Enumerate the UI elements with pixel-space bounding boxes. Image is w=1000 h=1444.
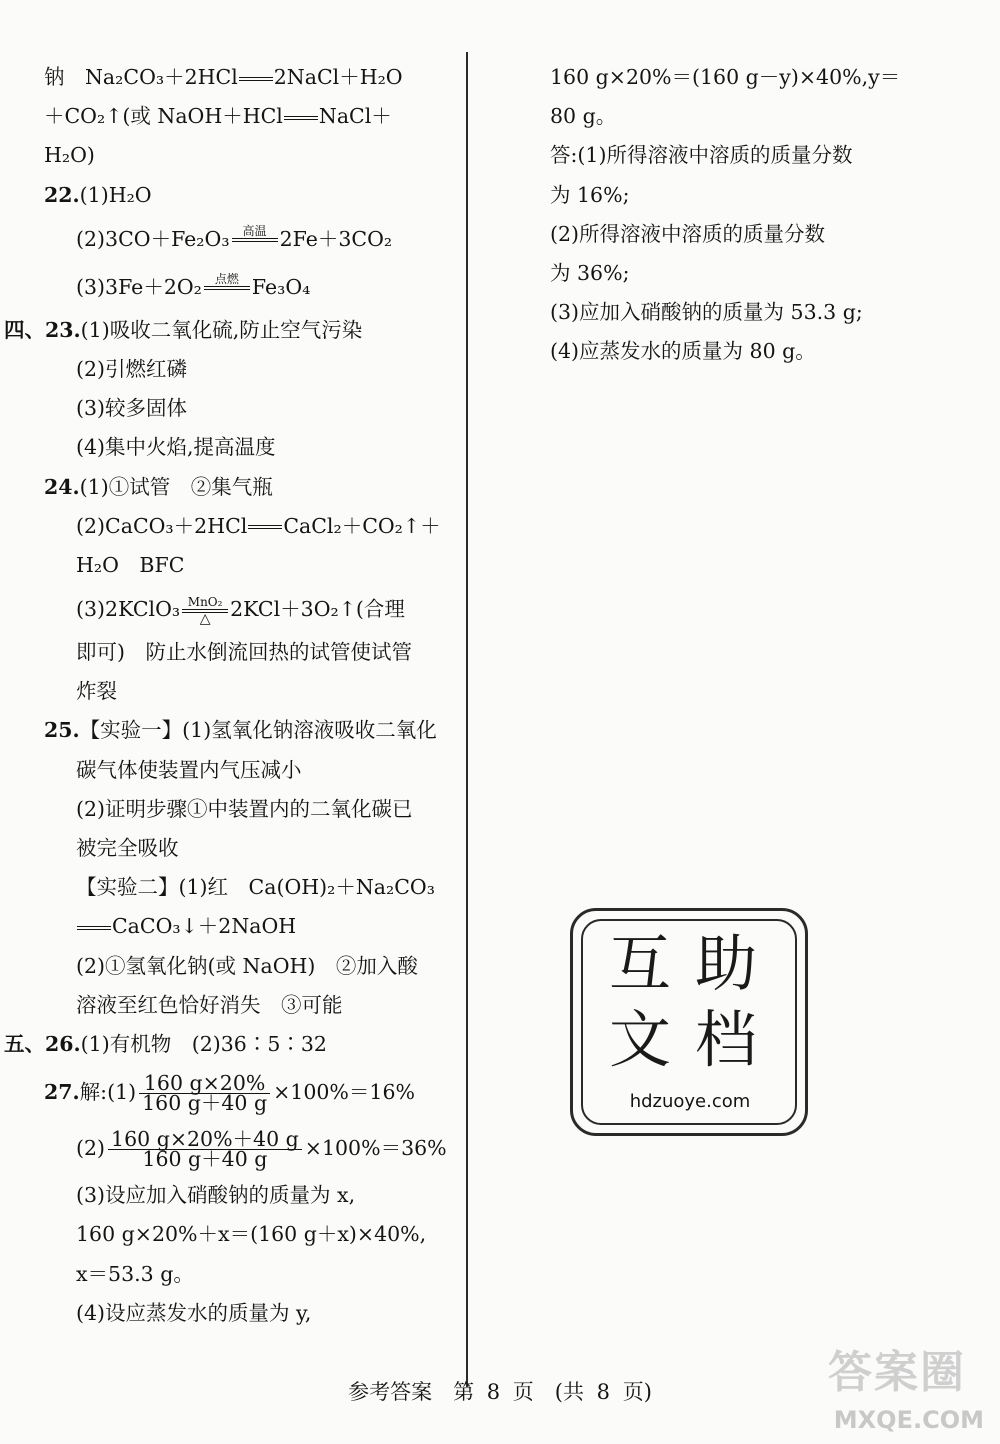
condition-text: 高温 (242, 224, 267, 239)
answer-line: 被完全吸收 (76, 836, 179, 860)
stamp-url: hdzuoye.com (629, 1091, 751, 1112)
equals-sign (77, 926, 111, 930)
answer-line: 为 16%; (550, 182, 630, 207)
answer-line: 160 g×20%＝(160 g－y)×40%,y＝ (550, 65, 901, 89)
answer-line: (4)设应蒸发水的质量为 y, (76, 1300, 312, 1325)
equals-sign (284, 116, 318, 120)
catalyst-text: MnO₂ (187, 594, 223, 609)
column-divider (466, 52, 468, 1387)
stamp-logo (570, 908, 808, 1136)
answer-line: 炸裂 (76, 679, 117, 704)
stamp-char: 互 (609, 927, 672, 1000)
denominator: 160 g＋40 g (142, 1091, 268, 1116)
heat-symbol: △ (199, 610, 211, 627)
denominator: 160 g＋40 g (142, 1147, 268, 1172)
question-number: 24. (44, 474, 80, 499)
answer-line: 160 g×20%＋x＝(160 g＋x)×40%, (76, 1222, 427, 1247)
question-number: 五、26. (4, 1031, 81, 1056)
question-number: 22. (44, 182, 80, 207)
question-number: 四、23. (4, 317, 81, 342)
equation-text: CaCO₃↓＋2NaOH (112, 914, 297, 939)
stamp-char: 助 (695, 927, 758, 1000)
equation-text: (3)2KClO₃ (76, 597, 181, 622)
watermark (792, 1347, 992, 1438)
answer-line (44, 507, 446, 546)
answer-line (4, 311, 446, 350)
equation-text: ＋CO₂↑(或 NaOH＋HCl (44, 104, 283, 129)
question-number: 27. (44, 1080, 80, 1105)
reaction-condition (232, 225, 278, 255)
answer-text: ×100%＝16% (273, 1080, 415, 1105)
answer-line: H₂O) (44, 143, 95, 168)
numerator: 160 g×20%＋40 g (108, 1130, 302, 1150)
fraction (108, 1127, 302, 1172)
answer-line: (2)引燃红磷 (76, 356, 188, 381)
watermark-text: MXQE.COM (833, 1406, 984, 1434)
right-column (550, 58, 930, 372)
equation-text: 钠 Na₂CO₃＋2HCl (44, 65, 238, 89)
equation-text: 2NaCl＋H₂O (273, 65, 403, 89)
left-column (4, 58, 447, 1333)
answer-line: 答:(1)所得溶液中溶质的质量分数 (550, 143, 853, 168)
stamp-char: 档 (695, 1003, 758, 1076)
equation-text: 2Fe＋3CO₂ (279, 226, 393, 251)
reaction-condition (182, 596, 228, 626)
answer-line: 溶液至红色恰好消失 ③可能 (76, 992, 343, 1017)
answer-line (44, 585, 446, 633)
answer-text: ×100%＝36% (304, 1136, 447, 1161)
equation-text: (2)3CO＋Fe₂O₃ (76, 226, 230, 251)
equation-text: (2)CaCO₃＋2HCl (76, 513, 248, 538)
stamp-char: 文 (609, 1003, 672, 1076)
answer-line: (3)设应加入硝酸钠的质量为 x, (76, 1183, 356, 1208)
watermark-logo: 答案圈 (828, 1347, 966, 1398)
answer-line (44, 176, 446, 215)
numerator: 160 g×20% (139, 1074, 270, 1094)
answer-text: (1)吸收二氧化硫,防止空气污染 (80, 317, 363, 342)
answer-line (44, 58, 446, 97)
answer-text: (2) (76, 1136, 106, 1161)
answer-line: 为 36%; (550, 260, 630, 285)
page-footer: 参考答案 第 8 页 (共 8 页) (348, 1380, 652, 1404)
answer-line: (2)所得溶液中溶质的质量分数 (550, 221, 826, 246)
answer-line: (3)较多固体 (76, 396, 188, 421)
equation-text: NaCl＋ (318, 104, 392, 129)
answer-line (4, 1025, 446, 1064)
answer-line: (4)集中火焰,提高温度 (76, 435, 276, 460)
answer-line (44, 1120, 446, 1176)
answer-line: x＝53.3 g。 (76, 1261, 194, 1286)
answer-line: 即可) 防止水倒流回热的试管使试管 (76, 640, 412, 665)
answer-line: (4)应蒸发水的质量为 80 g。 (550, 339, 816, 364)
answer-line (44, 97, 446, 136)
answer-line: (2)①氢氧化钠(或 NaOH) ②加入酸 (76, 953, 418, 978)
equation-text: (3)3Fe＋2O₂ (76, 274, 202, 299)
answer-line: 80 g。 (550, 104, 617, 129)
answer-line: H₂O BFC (76, 552, 185, 577)
equation-text: 2KCl＋3O₂↑(合理 (230, 597, 405, 622)
answer-line (44, 907, 446, 946)
answer-line (44, 1064, 446, 1120)
answer-text: 【实验一】(1)氢氧化钠溶液吸收二氧化 (79, 718, 437, 743)
answer-text: (1)①试管 ②集气瓶 (79, 474, 273, 499)
answer-line: 碳气体使装置内气压减小 (76, 757, 302, 782)
fraction (139, 1071, 270, 1116)
equals-sign (248, 525, 282, 529)
answer-line (44, 215, 446, 263)
question-number: 25. (44, 718, 80, 743)
answer-line: 【实验二】(1)红 Ca(OH)₂＋Na₂CO₃ (76, 875, 435, 900)
equals-sign (239, 77, 273, 81)
equation-text: CaCl₂＋CO₂↑＋ (283, 513, 441, 538)
answer-line: (2)证明步骤①中装置内的二氧化碳已 (76, 796, 413, 821)
equation-text: Fe₃O₄ (251, 274, 311, 299)
reaction-condition (204, 273, 250, 303)
condition-text: 点燃 (214, 272, 239, 287)
answer-line (44, 711, 446, 750)
answer-text: (1)有机物 (2)36∶5∶32 (80, 1031, 327, 1056)
answer-text: 解:(1) (79, 1080, 137, 1105)
answer-text: (1)H₂O (79, 182, 152, 207)
answer-line: (3)应加入硝酸钠的质量为 53.3 g; (550, 300, 863, 325)
answer-line (44, 468, 446, 507)
answer-line (44, 263, 446, 311)
